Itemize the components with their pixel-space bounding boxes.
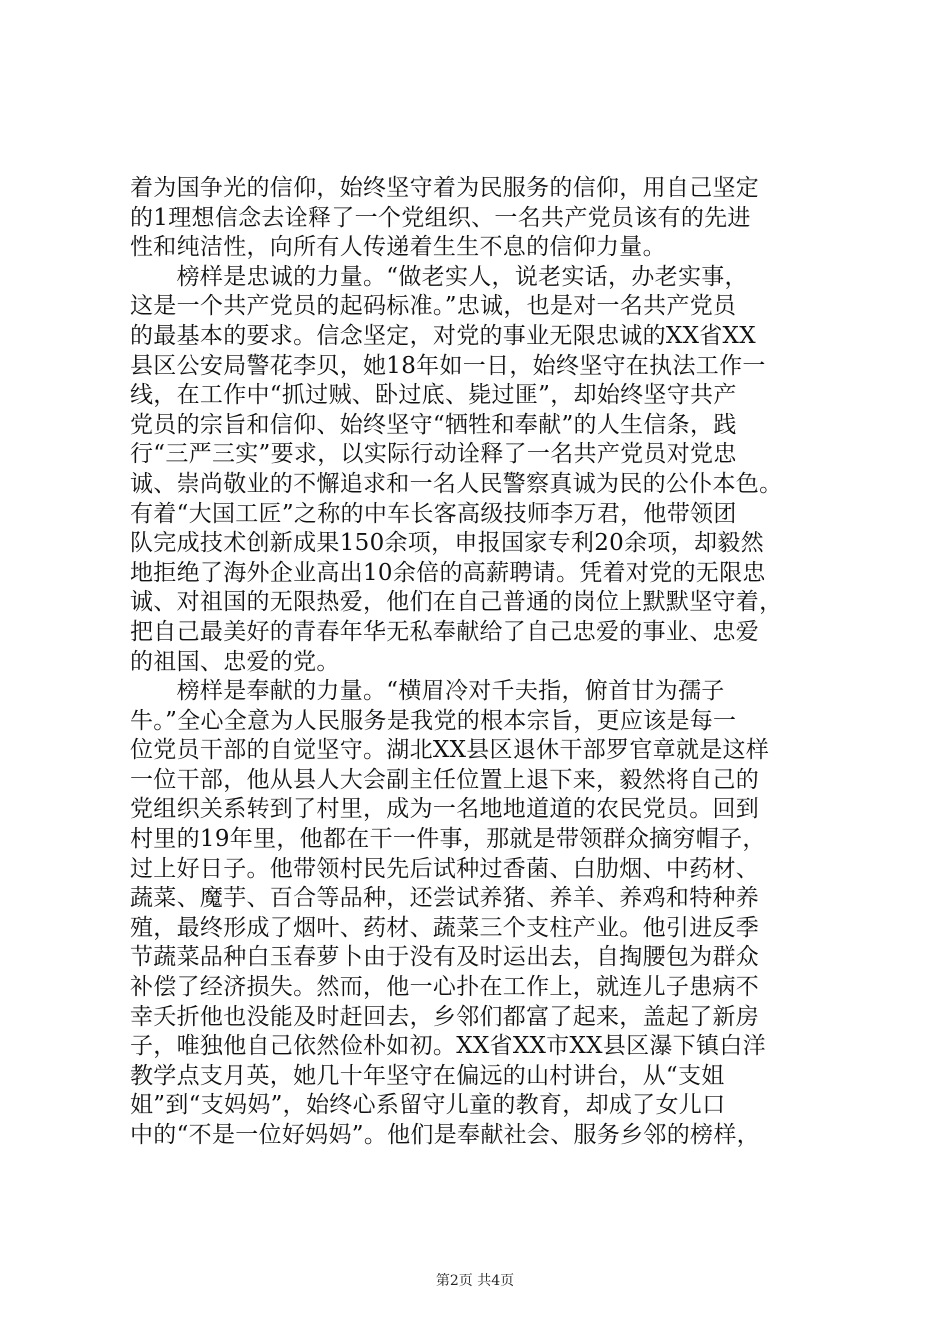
text-line: 殖，最终形成了烟叶、药材、蔬菜三个支柱产业。他引进反季 <box>130 914 760 941</box>
text-line: 蔬菜、魔芋、百合等品种，还尝试养猪、养羊、养鸡和特种养 <box>130 885 760 912</box>
text-line: 补偿了经济损失。然而，他一心扑在工作上，就连儿子患病不 <box>130 974 760 1001</box>
text-line: 县区公安局警花李贝，她18年如一日，始终坚守在执法工作一 <box>130 352 766 379</box>
text-line: 过上好日子。他带领村民先后试种过香菌、白肋烟、中药材、 <box>130 855 760 882</box>
text-line: 地拒绝了海外企业高出10余倍的高薪聘请。凭着对党的无限忠 <box>130 559 766 586</box>
text-line: 姐”到“支妈妈”，始终心系留守儿童的教育，却成了女儿口 <box>130 1092 726 1119</box>
text-line: 的最基本的要求。信念坚定，对党的事业无限忠诚的XX省XX <box>130 322 756 349</box>
text-line: 诚、崇尚敬业的不懈追求和一名人民警察真诚为民的公仆本色。 <box>130 470 783 497</box>
text-line: 行“三严三实”要求，以实际行动诠释了一名共产党员对党忠 <box>130 441 737 468</box>
text-line: 党组织关系转到了村里，成为一名地地道道的农民党员。回到 <box>130 796 760 823</box>
text-line: 的1理想信念去诠释了一个党组织、一名共产党员该有的先进 <box>130 204 751 231</box>
text-line: 这是一个共产党员的起码标准。”忠诚，也是对一名共产党员 <box>130 293 737 320</box>
body-text <box>130 174 830 1151</box>
text-line: 有着“大国工匠”之称的中车长客高级技师李万君，他带领团 <box>130 500 737 527</box>
text-line: 子，唯独他自己依然俭朴如初。XX省XX市XX县区瀑下镇白洋 <box>130 1033 766 1060</box>
text-line: 线，在工作中“抓过贼、卧过底、毙过匪”，却始终坚守共产 <box>130 382 737 409</box>
text-line: 幸夭折他也没能及时赶回去，乡邻们都富了起来，盖起了新房 <box>130 1003 760 1030</box>
text-line: 诚、对祖国的无限热爱，他们在自己普通的岗位上默默坚守着， <box>130 589 783 616</box>
text-line: 教学点支月英，她几十年坚守在偏远的山村讲台，从“支姐 <box>130 1062 725 1089</box>
text-line: 村里的19年里，他都在干一件事，那就是带领群众摘穷帽子， <box>130 826 766 853</box>
paragraph-start-line: 榜样是忠诚的力量。“做老实人，说老实话，办老实事， <box>130 263 748 290</box>
text-line: 节蔬菜品种白玉春萝卜由于没有及时运出去，自掏腰包为群众 <box>130 944 760 971</box>
text-line: 牛。”全心全意为人民服务是我党的根本宗旨，更应该是每一 <box>130 707 737 734</box>
page-footer <box>0 1270 950 1290</box>
text-line: 一位干部，他从县人大会副主任位置上退下来，毅然将自己的 <box>130 766 760 793</box>
text-line: 中的“不是一位好妈妈”。他们是奉献社会、服务乡邻的榜样， <box>130 1122 760 1148</box>
text-line: 性和纯洁性，向所有人传递着生生不息的信仰力量。 <box>130 234 666 261</box>
text-line: 把自己最美好的青春年华无私奉献给了自己忠爱的事业、忠爱 <box>130 618 760 645</box>
text-line: 的祖国、忠爱的党。 <box>130 648 340 675</box>
text-line: 位党员干部的自觉坚守。湖北XX县区退休干部罗官章就是这样 <box>130 737 770 764</box>
text-line: 队完成技术创新成果150余项，申报国家专利20余项，却毅然 <box>130 530 764 557</box>
paragraph-start-line: 榜样是奉献的力量。“横眉冷对千夫指，俯首甘为孺子 <box>130 678 725 705</box>
text-line: 着为国争光的信仰，始终坚守着为民服务的信仰，用自己坚定 <box>130 175 760 201</box>
page-number: 第2页 共4页 <box>435 1273 515 1289</box>
text-line: 党员的宗旨和信仰、始终坚守“牺牲和奉献”的人生信条，践 <box>130 411 737 438</box>
